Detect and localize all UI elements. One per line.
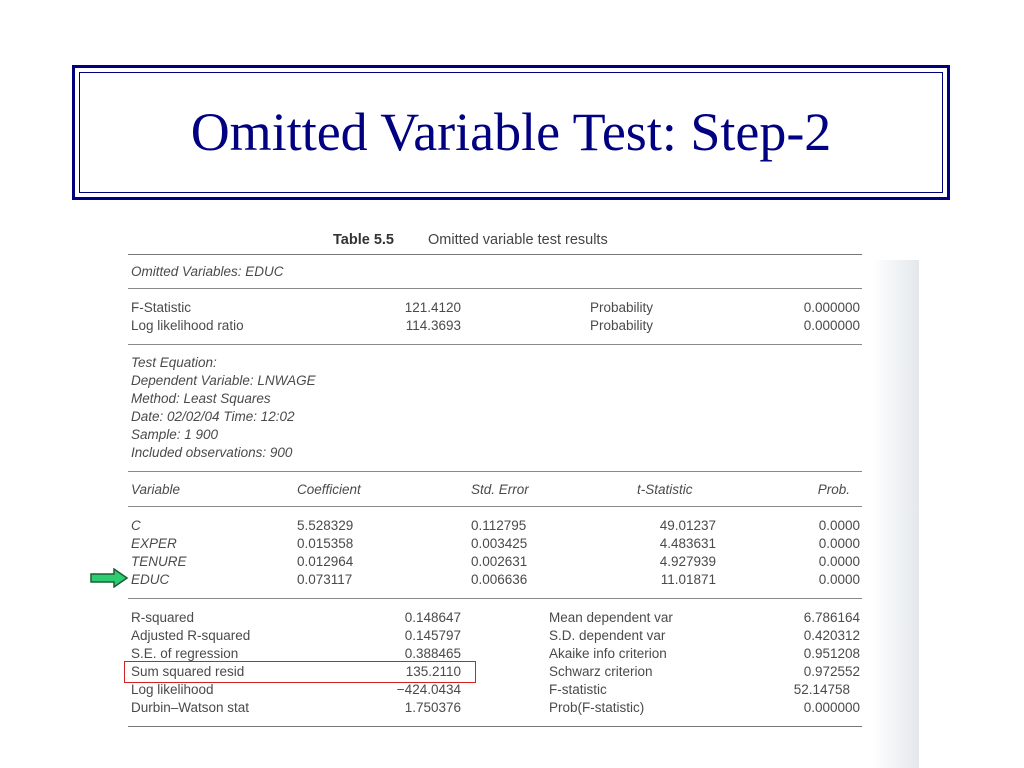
arrow-right-icon <box>90 568 128 588</box>
stat-value: 0.951208 <box>803 646 860 661</box>
stat-label: S.D. dependent var <box>549 628 666 643</box>
header-coefficient: Coefficient <box>297 482 361 497</box>
row-t-statistic: 11.01871 <box>660 572 716 587</box>
row-prob: 0.0000 <box>818 518 860 533</box>
stat-value: −424.0434 <box>396 682 461 697</box>
row-coefficient: 5.528329 <box>297 518 354 533</box>
row-coefficient: 0.012964 <box>297 554 354 569</box>
rule-bottom <box>128 726 862 727</box>
info-line: Included observations: 900 <box>131 445 293 460</box>
test-prob-label: Probability <box>590 300 654 315</box>
sum-squared-resid-highlight <box>124 661 476 683</box>
row-variable: EDUC <box>131 572 170 587</box>
stat-label: Adjusted R-squared <box>131 628 251 643</box>
test-prob: 0.000000 <box>803 318 860 333</box>
stat-value: 1.750376 <box>404 700 461 715</box>
stat-label: Akaike info criterion <box>549 646 667 661</box>
test-prob: 0.000000 <box>803 300 860 315</box>
stat-label: Log likelihood <box>131 682 214 697</box>
info-line: Method: Least Squares <box>131 391 271 406</box>
table-caption-text: Omitted variable test results <box>428 232 608 248</box>
row-std-error: 0.112795 <box>471 518 527 533</box>
omitted-variables-line: Omitted Variables: EDUC <box>131 264 284 279</box>
stat-label: Sum squared resid <box>131 664 245 679</box>
rule <box>128 471 862 472</box>
row-t-statistic: 4.927939 <box>659 554 716 569</box>
stat-value: 52.14758 <box>793 682 850 697</box>
stat-label: Prob(F-statistic) <box>549 700 645 715</box>
stat-label: S.E. of regression <box>131 646 239 661</box>
rule-top <box>128 254 862 255</box>
row-prob: 0.0000 <box>818 572 860 587</box>
row-variable: EXPER <box>131 536 177 551</box>
stat-label: Schwarz criterion <box>549 664 653 679</box>
info-line: Test Equation: <box>131 355 217 370</box>
row-t-statistic: 4.483631 <box>659 536 716 551</box>
stat-label: Durbin–Watson stat <box>131 700 250 715</box>
stat-value: 0.388465 <box>404 646 461 661</box>
stat-value: 0.145797 <box>404 628 461 643</box>
row-prob: 0.0000 <box>818 536 860 551</box>
row-coefficient: 0.073117 <box>297 572 353 587</box>
row-std-error: 0.002631 <box>471 554 528 569</box>
test-prob-label: Probability <box>590 318 654 333</box>
row-t-statistic: 49.01237 <box>659 518 716 533</box>
stat-label: Mean dependent var <box>549 610 673 625</box>
stat-value: 135.2110 <box>405 664 461 679</box>
rule <box>128 344 862 345</box>
slide-title: Omitted Variable Test: Step-2 <box>190 102 832 162</box>
header-variable: Variable <box>131 482 181 497</box>
table-caption-number: Table 5.5 <box>333 232 394 248</box>
rule <box>128 288 862 289</box>
row-prob: 0.0000 <box>818 554 860 569</box>
stat-label: F-statistic <box>549 682 607 697</box>
header-t-statistic: t-Statistic <box>637 482 693 497</box>
rule <box>128 598 862 599</box>
stat-value: 0.000000 <box>803 700 860 715</box>
test-label-llr: Log likelihood ratio <box>131 318 244 333</box>
row-variable: C <box>131 518 141 533</box>
stat-value: 6.786164 <box>803 610 860 625</box>
row-std-error: 0.006636 <box>471 572 528 587</box>
stat-label: R-squared <box>131 610 195 625</box>
test-label-f: F-Statistic <box>131 300 192 315</box>
info-line: Dependent Variable: LNWAGE <box>131 373 316 388</box>
test-value-llr: 114.3693 <box>405 318 461 333</box>
header-prob: Prob. <box>817 482 850 497</box>
stat-value: 0.148647 <box>404 610 461 625</box>
stat-value: 0.420312 <box>803 628 860 643</box>
row-std-error: 0.003425 <box>471 536 528 551</box>
test-value-f: 121.4120 <box>404 300 461 315</box>
info-line: Date: 02/02/04 Time: 12:02 <box>131 409 295 424</box>
rule <box>128 506 862 507</box>
header-std-error: Std. Error <box>471 482 529 497</box>
row-variable: TENURE <box>131 554 187 569</box>
row-coefficient: 0.015358 <box>297 536 354 551</box>
info-line: Sample: 1 900 <box>131 427 219 442</box>
stat-value: 0.972552 <box>803 664 860 679</box>
